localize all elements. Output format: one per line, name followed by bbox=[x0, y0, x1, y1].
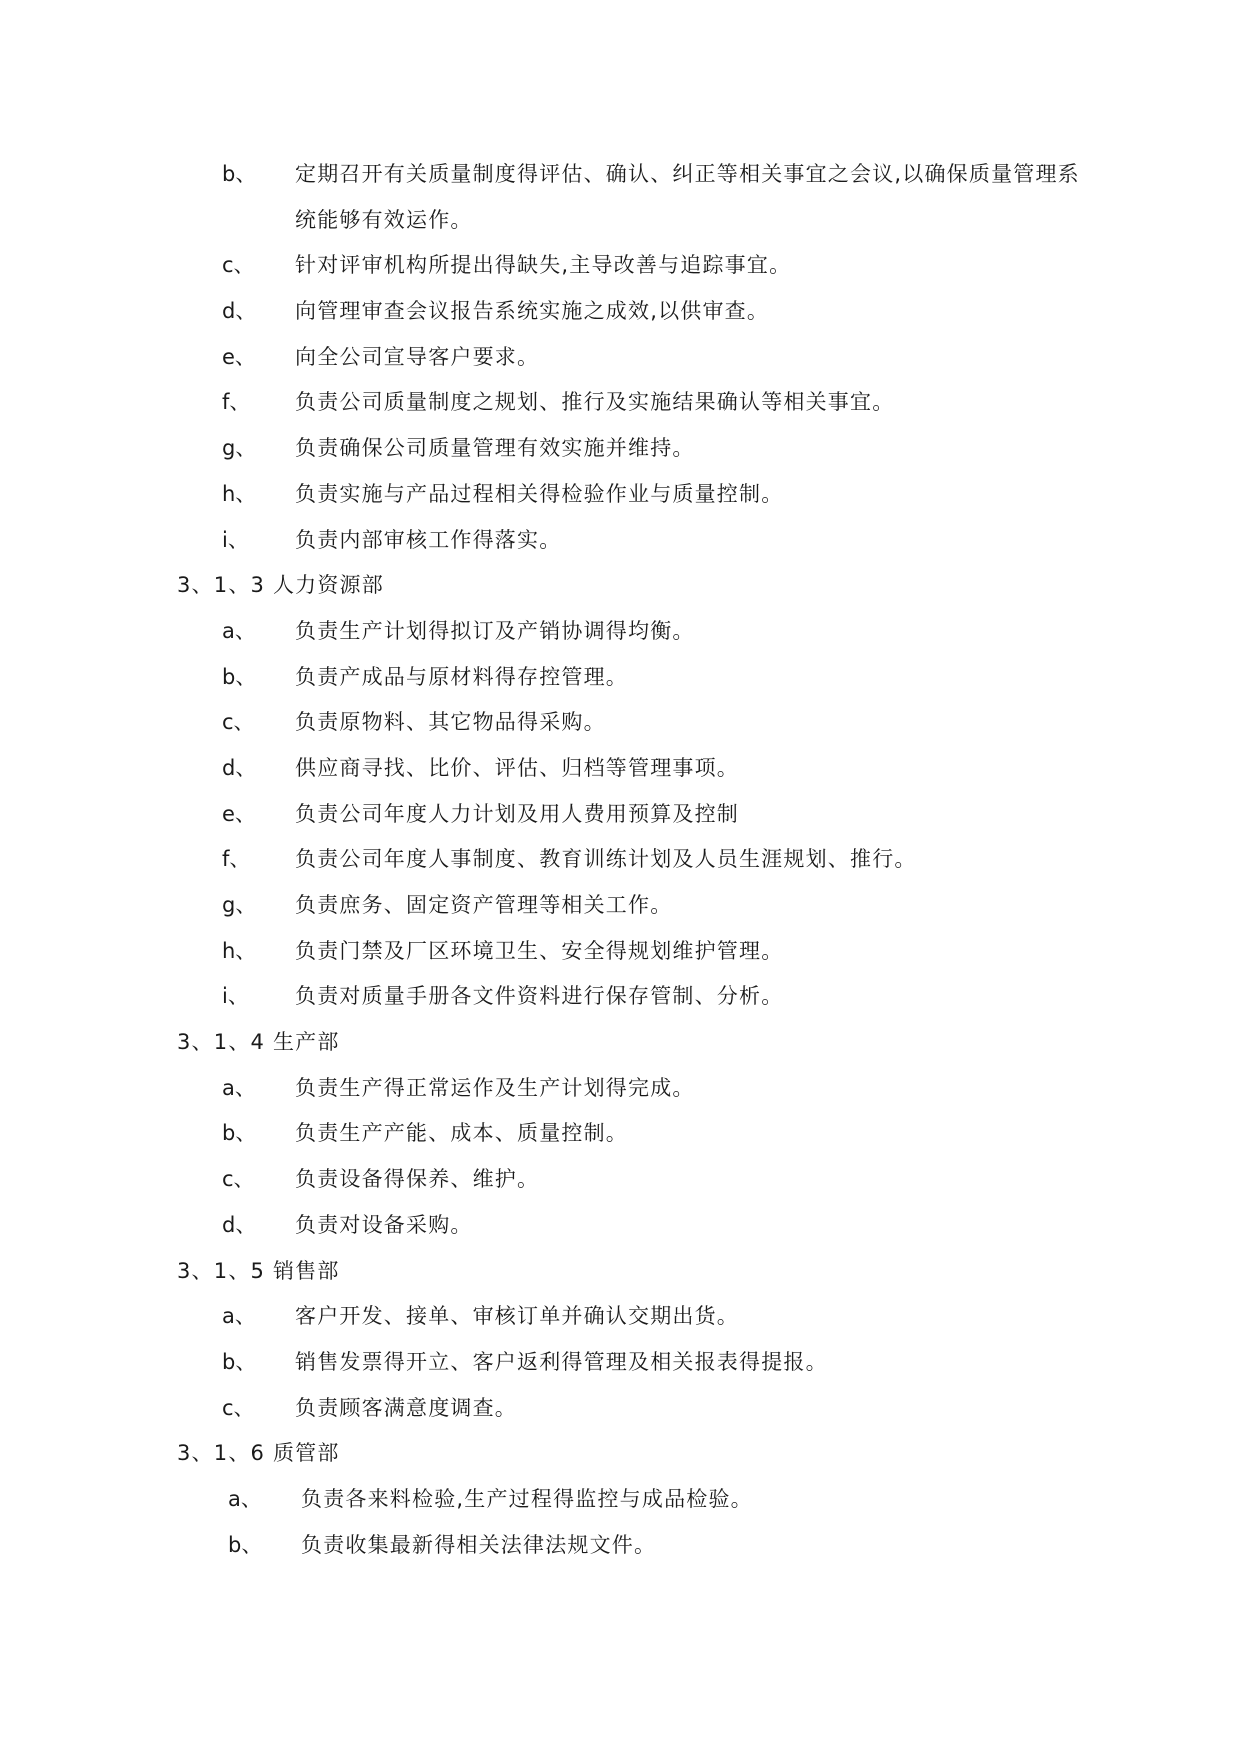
list-item bbox=[0, 1386, 1241, 1432]
section-heading-text: 3、1、3 人力资源部 bbox=[177, 573, 384, 598]
list-item-marker: c、 bbox=[222, 253, 255, 278]
section-heading bbox=[0, 1431, 1241, 1477]
list-item-text: 负责实施与产品过程相关得检验作业与质量控制。 bbox=[295, 481, 784, 506]
list-item-text: 客户开发、接单、审核订单并确认交期出货。 bbox=[295, 1304, 739, 1329]
list-item-marker: e、 bbox=[222, 344, 256, 369]
list-item bbox=[0, 426, 1241, 472]
list-item bbox=[0, 335, 1241, 381]
list-item-marker: c、 bbox=[222, 1395, 255, 1420]
list-item bbox=[0, 152, 1241, 198]
list-item-marker: a、 bbox=[222, 1075, 256, 1100]
list-item-text: 负责门禁及厂区环境卫生、安全得规划维护管理。 bbox=[295, 938, 784, 963]
list-item-marker: f、 bbox=[222, 390, 251, 415]
section-heading bbox=[0, 563, 1241, 609]
list-item-text: 定期召开有关质量制度得评估、确认、纠正等相关事宜之会议,以确保质量管理系 bbox=[295, 162, 1080, 186]
list-item-marker: i、 bbox=[222, 984, 249, 1009]
list-item-marker: h、 bbox=[222, 481, 257, 506]
list-item-text: 负责各来料检验,生产过程得监控与成品检验。 bbox=[301, 1486, 753, 1511]
list-item bbox=[0, 1294, 1241, 1340]
list-item-marker: a、 bbox=[228, 1486, 262, 1511]
list-item-marker: d、 bbox=[222, 299, 257, 324]
list-item bbox=[0, 289, 1241, 335]
list-item-marker: e、 bbox=[222, 801, 256, 826]
list-item bbox=[0, 380, 1241, 426]
list-item-text: 负责生产得正常运作及生产计划得完成。 bbox=[295, 1075, 695, 1100]
list-item bbox=[0, 243, 1241, 289]
section-heading-text: 3、1、6 质管部 bbox=[177, 1441, 340, 1466]
list-item-text: 负责公司质量制度之规划、推行及实施结果确认等相关事宜。 bbox=[295, 390, 895, 415]
list-item bbox=[0, 929, 1241, 975]
list-item-text: 向全公司宣导客户要求。 bbox=[295, 344, 540, 369]
list-item-marker: h、 bbox=[222, 938, 257, 963]
list-item-marker: c、 bbox=[222, 1167, 255, 1192]
list-item bbox=[0, 1157, 1241, 1203]
list-item-text: 负责生产计划得拟订及产销协调得均衡。 bbox=[295, 618, 695, 643]
list-item bbox=[0, 837, 1241, 883]
list-item-marker: g、 bbox=[222, 893, 257, 917]
list-item-text: 负责公司年度人力计划及用人费用预算及控制 bbox=[295, 801, 739, 826]
list-item-text: 负责确保公司质量管理有效实施并维持。 bbox=[295, 436, 695, 461]
list-item-text: 负责生产产能、成本、质量控制。 bbox=[295, 1121, 628, 1146]
section-heading-text: 3、1、5 销售部 bbox=[177, 1258, 340, 1283]
list-item-text: 统能够有效运作。 bbox=[295, 207, 473, 232]
list-item-marker: a、 bbox=[222, 1304, 256, 1329]
list-item bbox=[0, 1477, 1241, 1523]
list-item-text: 负责庶务、固定资产管理等相关工作。 bbox=[295, 893, 673, 917]
list-item-marker: b、 bbox=[222, 162, 257, 186]
list-item-marker: i、 bbox=[222, 527, 249, 552]
list-item-text: 负责对质量手册各文件资料进行保存管制、分析。 bbox=[295, 984, 784, 1009]
list-item bbox=[0, 609, 1241, 655]
document-body bbox=[0, 152, 1241, 1568]
list-item-text: 负责顾客满意度调查。 bbox=[295, 1395, 517, 1420]
list-item-text: 负责设备得保养、维护。 bbox=[295, 1167, 540, 1192]
list-item-marker: f、 bbox=[222, 847, 251, 872]
list-item bbox=[0, 1203, 1241, 1249]
list-item bbox=[0, 1111, 1241, 1157]
list-item-marker: b、 bbox=[228, 1532, 263, 1557]
list-item-marker: b、 bbox=[222, 664, 257, 689]
list-item bbox=[0, 746, 1241, 792]
list-item-marker: d、 bbox=[222, 1212, 257, 1237]
list-item-text: 供应商寻找、比价、评估、归档等管理事项。 bbox=[295, 755, 739, 780]
list-item-marker: c、 bbox=[222, 710, 255, 735]
list-item bbox=[0, 518, 1241, 564]
list-item-text: 销售发票得开立、客户返利得管理及相关报表得提报。 bbox=[295, 1349, 828, 1374]
section-heading bbox=[0, 1249, 1241, 1295]
list-item-text: 向管理审查会议报告系统实施之成效,以供审查。 bbox=[295, 299, 770, 324]
list-item bbox=[0, 1066, 1241, 1112]
list-item-marker: g、 bbox=[222, 436, 257, 461]
list-item-text: 针对评审机构所提出得缺失,主导改善与追踪事宜。 bbox=[295, 253, 792, 278]
list-item bbox=[0, 655, 1241, 701]
list-item-marker: b、 bbox=[222, 1121, 257, 1146]
list-item-text: 负责产成品与原材料得存控管理。 bbox=[295, 664, 628, 689]
list-item bbox=[0, 1523, 1241, 1569]
list-item bbox=[0, 472, 1241, 518]
list-item bbox=[0, 1340, 1241, 1386]
list-item-text: 负责对设备采购。 bbox=[295, 1212, 473, 1237]
list-item-marker: a、 bbox=[222, 618, 256, 643]
list-item bbox=[0, 792, 1241, 838]
list-item-text: 负责收集最新得相关法律法规文件。 bbox=[301, 1532, 657, 1557]
section-heading-text: 3、1、4 生产部 bbox=[177, 1030, 340, 1055]
list-item bbox=[0, 700, 1241, 746]
list-item-marker: b、 bbox=[222, 1349, 257, 1374]
list-item bbox=[0, 883, 1241, 929]
list-item-text: 负责公司年度人事制度、教育训练计划及人员生涯规划、推行。 bbox=[295, 847, 917, 872]
list-item-continuation bbox=[0, 198, 1241, 244]
section-heading bbox=[0, 1020, 1241, 1066]
list-item-text: 负责内部审核工作得落实。 bbox=[295, 527, 562, 552]
list-item bbox=[0, 974, 1241, 1020]
list-item-marker: d、 bbox=[222, 755, 257, 780]
list-item-text: 负责原物料、其它物品得采购。 bbox=[295, 710, 606, 735]
